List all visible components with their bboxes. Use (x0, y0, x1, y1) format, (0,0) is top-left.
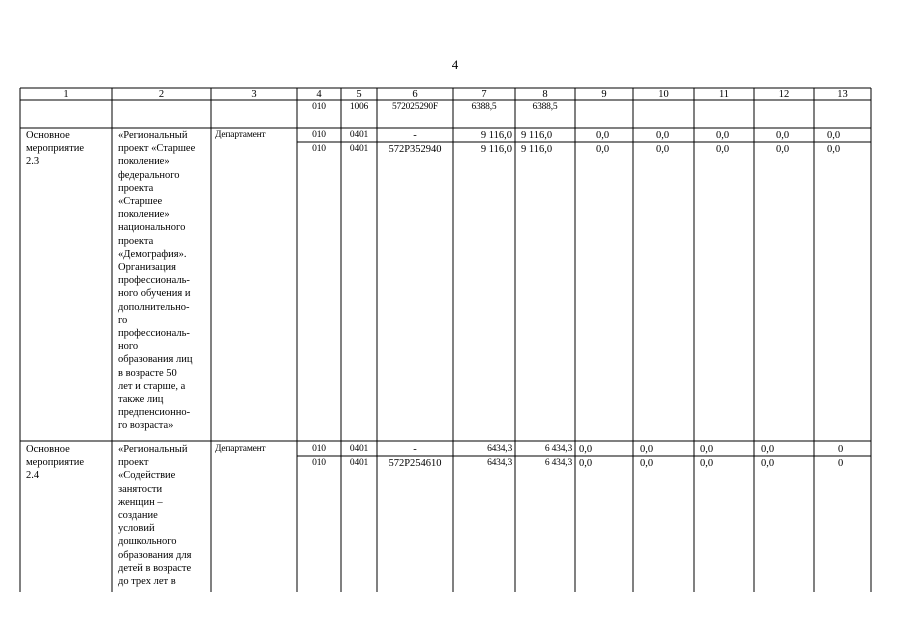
b2r0-c6: - (413, 444, 417, 455)
header-col-10: 10 (658, 89, 669, 100)
b2r0-c7: 6434,3 (487, 444, 512, 454)
b2r1-c6: 572P254610 (388, 458, 442, 469)
block1-description: «Региональный проект «Старшее поколение» федерального проекта «Старшее поколение» национального проекта «Демография». Организация профессиональ- ного обучения и дополнительно- го профессиональ- ного образования лиц в возрасте 50 лет и старше, а также лиц предпенсионно- го возраста» (118, 130, 196, 432)
b1r1-c8: 9 116,0 (521, 144, 553, 155)
b2r0-c9: 0,0 (579, 444, 593, 455)
b1r1-c11: 0,0 (716, 144, 730, 155)
b1r1-c9: 0,0 (596, 144, 610, 155)
b2r0-c11: 0,0 (700, 444, 714, 455)
b1r0-c6: - (413, 130, 417, 141)
row-top-c4: 010 (312, 102, 326, 112)
b2r1-c11: 0,0 (700, 458, 714, 469)
header-col-4: 4 (316, 89, 322, 100)
b1r0-c5: 0401 (349, 130, 369, 140)
b2r1-c9: 0,0 (579, 458, 593, 469)
header-col-3: 3 (251, 89, 257, 100)
b1r1-c5: 0401 (349, 144, 369, 154)
b1r1-c13: 0,0 (827, 144, 841, 155)
block2-description: «Региональный проект «Содействие занятости женщин – создание условий дошкольного образования для детей в возрасте до трех лет в (118, 444, 192, 588)
b1r1-c10: 0,0 (656, 144, 670, 155)
b1r1-c7: 9 116,0 (480, 144, 512, 155)
row-top-c7: 6388,5 (471, 102, 497, 112)
b2r1-c4: 010 (312, 458, 326, 468)
b1r0-c8: 9 116,0 (521, 130, 553, 141)
header-col-11: 11 (718, 89, 730, 100)
b2r1-c12: 0,0 (761, 458, 775, 469)
header-col-7: 7 (481, 89, 487, 100)
b2r1-c8: 6 434,3 (544, 458, 572, 468)
b1r0-c4: 010 (312, 130, 326, 140)
row-top-c5: 1006 (349, 102, 369, 112)
header-col-2: 2 (158, 89, 165, 100)
header-col-6: 6 (412, 89, 418, 100)
b2r1-c10: 0,0 (640, 458, 654, 469)
b1r1-c12: 0,0 (776, 144, 790, 155)
b2r0-c10: 0,0 (640, 444, 654, 455)
b1r1-c4: 010 (312, 144, 326, 154)
b1r1-c6: 572P352940 (388, 144, 442, 155)
row-top-c8: 6388,5 (532, 102, 558, 112)
block1-title: Основное мероприятие 2.3 (26, 130, 84, 168)
b2r0-c4: 010 (312, 444, 326, 454)
header-col-9: 9 (601, 89, 607, 100)
b2r1-c13: 0 (838, 458, 844, 469)
page-number: 4 (451, 57, 459, 72)
header-col-8: 8 (542, 89, 548, 100)
b1r0-c9: 0,0 (596, 130, 610, 141)
header-col-1: 1 (63, 89, 69, 100)
block2-title: Основное мероприятие 2.4 (26, 444, 84, 482)
row-top-c6: 572025290F (391, 102, 439, 112)
b1r0-c11: 0,0 (716, 130, 730, 141)
b2r0-c8: 6 434,3 (544, 444, 572, 454)
b1r0-c10: 0,0 (656, 130, 670, 141)
header-col-12: 12 (778, 89, 790, 100)
block1-department: Департамент (215, 130, 266, 140)
block2-department: Департамент (215, 444, 266, 454)
b1r0-c13: 0,0 (827, 130, 841, 141)
b1r0-c7: 9 116,0 (480, 130, 512, 141)
b2r1-c5: 0401 (349, 458, 369, 468)
b1r0-c12: 0,0 (776, 130, 790, 141)
b2r0-c5: 0401 (349, 444, 369, 454)
b2r0-c13: 0 (838, 444, 844, 455)
header-col-13: 13 (837, 89, 848, 100)
b2r0-c12: 0,0 (761, 444, 775, 455)
header-col-5: 5 (356, 89, 362, 100)
b2r1-c7: 6434,3 (487, 458, 512, 468)
